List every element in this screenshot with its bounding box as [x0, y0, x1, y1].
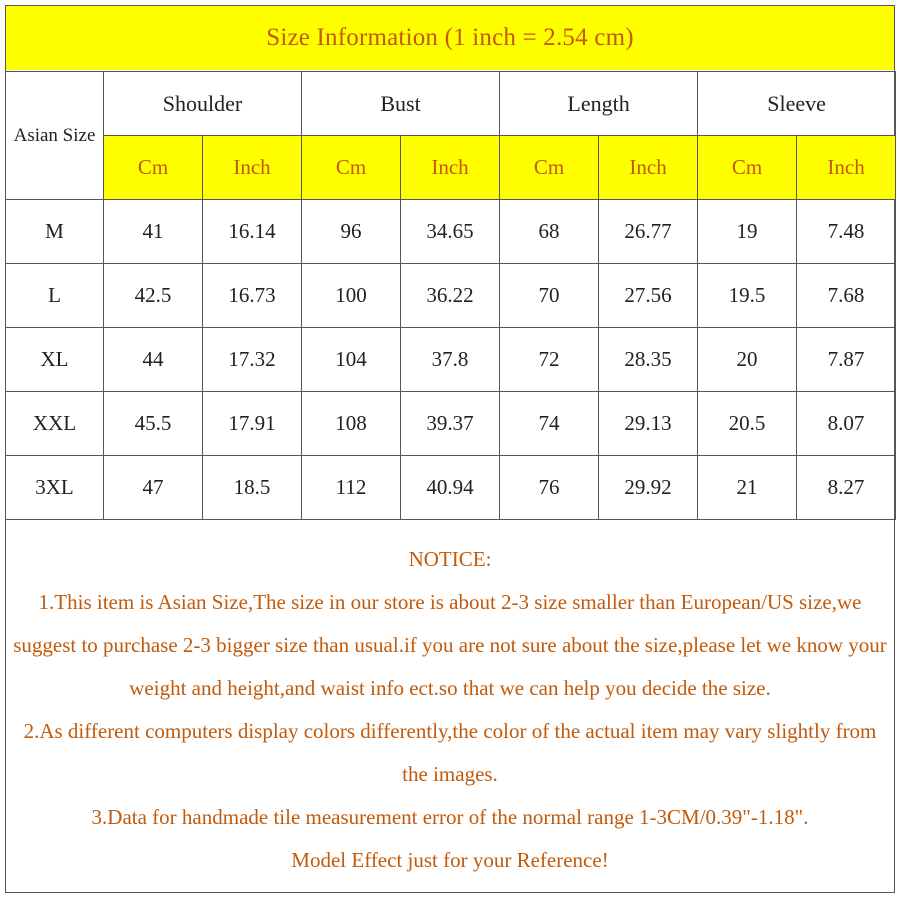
size-info-title [6, 6, 894, 70]
table-cell: 70 [500, 264, 599, 328]
notice-title: NOTICE: [408, 547, 492, 571]
table-cell: 44 [104, 328, 203, 392]
table-cell: 34.65 [401, 200, 500, 264]
table-cell: 108 [302, 392, 401, 456]
table-cell: 29.92 [599, 456, 698, 520]
table-cell: 7.48 [797, 200, 896, 264]
unit-header: Cm [104, 136, 203, 200]
size-label: 3XL [6, 456, 104, 520]
table-cell: 19 [698, 200, 797, 264]
unit-header-row [6, 136, 896, 200]
table-cell: 28.35 [599, 328, 698, 392]
table-cell: 39.37 [401, 392, 500, 456]
table-cell: 96 [302, 200, 401, 264]
size-label: XL [6, 328, 104, 392]
table-row [6, 328, 896, 392]
notice-item-3: 3.Data for handmade tile measurement error of the normal range 1-3CM/0.39"-1.18". [91, 805, 809, 829]
size-table-body [6, 72, 896, 520]
table-cell: 21 [698, 456, 797, 520]
unit-header: Inch [797, 136, 896, 200]
table-cell: 104 [302, 328, 401, 392]
table-cell: 7.68 [797, 264, 896, 328]
table-row [6, 392, 896, 456]
table-cell: 16.73 [203, 264, 302, 328]
table-cell: 17.32 [203, 328, 302, 392]
table-cell: 7.87 [797, 328, 896, 392]
table-cell: 16.14 [203, 200, 302, 264]
notice-item-2: 2.As different computers display colors differently,the color of the actual item may vary slightly from the images. [23, 719, 877, 786]
table-cell: 8.07 [797, 392, 896, 456]
corner-label: Asian Size [6, 72, 104, 200]
table-cell: 29.13 [599, 392, 698, 456]
group-shoulder: Shoulder [104, 72, 302, 136]
table-cell: 8.27 [797, 456, 896, 520]
table-cell: 68 [500, 200, 599, 264]
table-cell: 74 [500, 392, 599, 456]
unit-header: Inch [401, 136, 500, 200]
table-cell: 45.5 [104, 392, 203, 456]
table-row [6, 200, 896, 264]
table-cell: 37.8 [401, 328, 500, 392]
unit-header: Inch [203, 136, 302, 200]
table-cell: 40.94 [401, 456, 500, 520]
table-cell: 36.22 [401, 264, 500, 328]
unit-header: Cm [500, 136, 599, 200]
table-cell: 27.56 [599, 264, 698, 328]
table-cell: 42.5 [104, 264, 203, 328]
notice-footer: Model Effect just for your Reference! [291, 848, 609, 872]
size-label: XXL [6, 392, 104, 456]
group-header-row [6, 72, 896, 136]
table-cell: 72 [500, 328, 599, 392]
table-row [6, 456, 896, 520]
table-cell: 26.77 [599, 200, 698, 264]
group-sleeve: Sleeve [698, 72, 896, 136]
table-cell: 76 [500, 456, 599, 520]
table-cell: 20.5 [698, 392, 797, 456]
notice-item-1: 1.This item is Asian Size,The size in our store is about 2-3 size smaller than European/US size,we suggest to purchase 2-3 bigger size than usual.if you are not sure about the size,please let we know your weight and height,and waist info ect.so that we can help you decide the size. [13, 590, 887, 700]
notice-section [6, 530, 894, 890]
table-cell: 100 [302, 264, 401, 328]
title-text: Size Information (1 inch = 2.54 cm) [266, 24, 634, 51]
size-label: M [6, 200, 104, 264]
table-cell: 47 [104, 456, 203, 520]
unit-header: Cm [698, 136, 797, 200]
size-label: L [6, 264, 104, 328]
table-cell: 17.91 [203, 392, 302, 456]
size-table [5, 71, 896, 520]
unit-header: Cm [302, 136, 401, 200]
unit-header: Inch [599, 136, 698, 200]
group-length: Length [500, 72, 698, 136]
table-row [6, 264, 896, 328]
table-cell: 19.5 [698, 264, 797, 328]
table-cell: 112 [302, 456, 401, 520]
table-cell: 20 [698, 328, 797, 392]
group-bust: Bust [302, 72, 500, 136]
table-cell: 41 [104, 200, 203, 264]
table-cell: 18.5 [203, 456, 302, 520]
